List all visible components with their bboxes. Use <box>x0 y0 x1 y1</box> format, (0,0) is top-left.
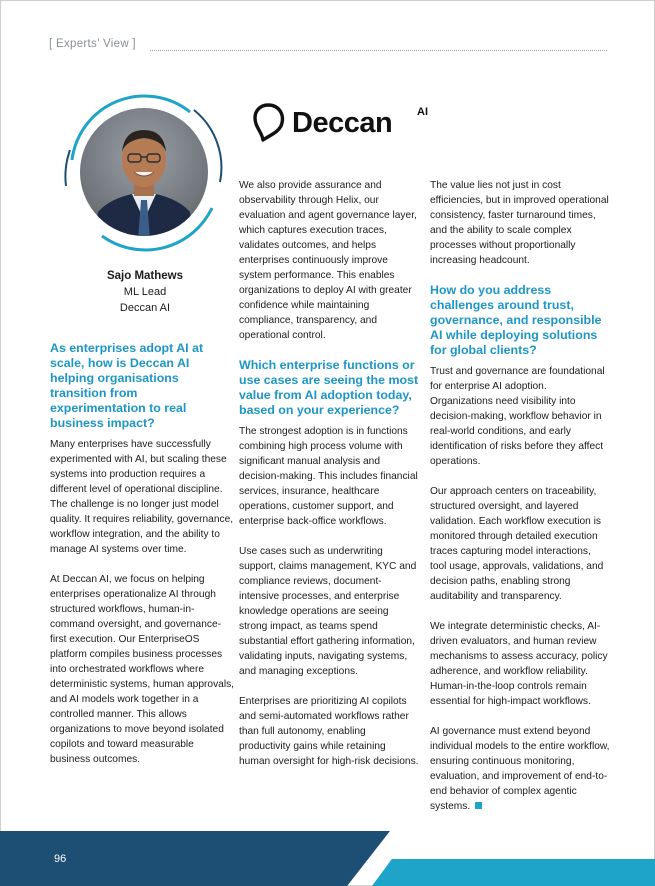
answer-2-paragraph-3: Enterprises are prioritizing AI copilots and semi-automated workflows rather than full autonomy, enabling productivity gains while retaining human oversight for high-risk decisions. <box>239 696 419 767</box>
answer-2-paragraph-2: Use cases such as underwriting support, claims management, KYC and compliance reviews, document-intensive processes, and enterprise knowledge operations are seeing strong impact, as teams spend substantial effort gathering information, validating inputs, navigating systems, and managing exceptions. <box>239 546 417 677</box>
person-company: Deccan AI <box>119 302 171 314</box>
person-name: Sajo Mathews <box>106 270 184 282</box>
section-tag: [ Experts’ View ] <box>49 38 136 50</box>
logo-superscript: AI <box>417 106 428 118</box>
footer-band-light <box>372 859 655 886</box>
answer-3-paragraph-4 <box>430 724 610 814</box>
answer-2-paragraph-4: The value lies not just in cost efficiencies, but in improved operational consistency, faster turnaround times, and the ability to scale complex processes without proportionally increasing headcount. <box>430 180 609 266</box>
end-mark-icon <box>475 802 482 809</box>
answer-3-paragraph-2: Our approach centers on traceability, structured oversight, and layered validation. Each workflow execution is monitored through detailed execution traces capturing model interactions, tool usage, approvals, validations, and decision paths, enabling strong auditability and transparency. <box>430 486 604 602</box>
column-2 <box>239 178 419 784</box>
answer-3-paragraph-4-text: AI governance must extend beyond individual models to the entire workflow, ensuring continuous monitoring, evaluation, and improvement of end-to-end behavior of complex agentic systems. <box>430 726 610 812</box>
answer-1-paragraph-1: Many enterprises have successfully experimented with AI, but scaling these systems into production requires a different level of operational discipline. The challenge is no longer just model quality. It requires reliability, governance, workflow integration, and the ability to manage AI systems over time. <box>50 439 234 555</box>
portrait-photo <box>62 90 226 254</box>
logo-wordmark: Deccan <box>292 107 393 139</box>
column-3 <box>430 178 610 829</box>
question-3: How do you address challenges around trust, governance, and responsible AI while deploying solutions for global clients? <box>430 283 602 357</box>
question-1: As enterprises adopt AI at scale, how is Deccan AI helping organisations transition from experimentation to real business impact? <box>50 341 204 430</box>
question-2: Which enterprise functions or use cases are seeing the most value from AI adoption today, based on your experience? <box>239 358 419 417</box>
header-divider <box>150 50 607 51</box>
portrait <box>62 90 226 254</box>
answer-3-paragraph-3: We integrate deterministic checks, AI-driven evaluators, and human review mechanisms to assess accuracy, policy adherence, and workflow reliability. Human-in-the-loop controls remain essential for high-impact workflows. <box>430 621 608 707</box>
answer-1-paragraph-2: At Deccan AI, we focus on helping enterprises operationalize AI through structured workflows, human-in-command oversight, and governance-first execution. Our EnterpriseOS platform compiles business processes into orchestrated workflows where deterministic systems, human approvals, and AI models work together in a controlled manner. This allows organizations to move beyond isolated copilots and toward measurable business outcomes. <box>50 574 235 765</box>
column-1 <box>50 341 235 782</box>
answer-1-paragraph-3: We also provide assurance and observability through Helix, our evaluation and agent governance layer, which captures execution traces, validates outcomes, and helps enterprises continuously improve system performance. This enables organizations to deploy AI with greater confidence while maintaining compliance, transparency, and operational control. <box>239 180 417 341</box>
answer-2-paragraph-1: The strongest adoption is in functions combining high process volume with significant manual analysis and decision-making. This includes financial services, insurance, healthcare operations, customer support, and enterprise back-office workflows. <box>239 426 418 527</box>
page-number: 96 <box>54 853 67 865</box>
deccan-logo-mark-icon <box>252 102 286 142</box>
answer-3-paragraph-1: Trust and governance are foundational for enterprise AI adoption. Organizations need visibility into decision-making, workflow behavior in real-world conditions, and early identification of risks before they affect operations. <box>430 366 605 467</box>
portrait-ring-icon <box>62 90 226 254</box>
deccan-logo <box>252 102 442 142</box>
person-role: ML Lead <box>123 286 167 298</box>
